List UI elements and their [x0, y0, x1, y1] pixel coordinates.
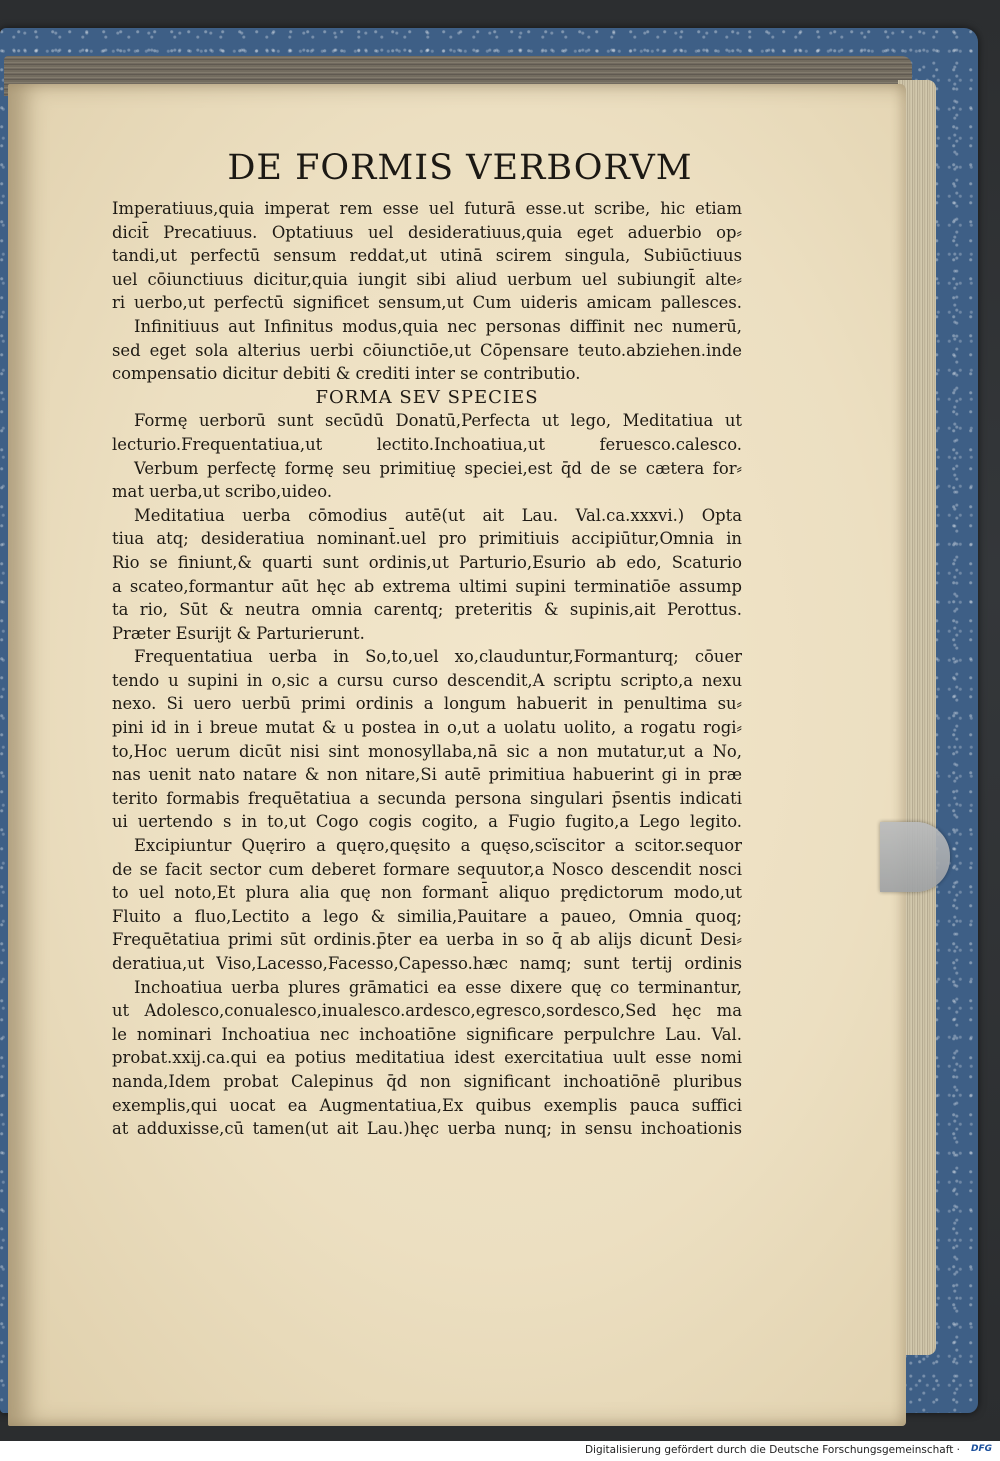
text-line: tiua atq; desideratiua nominant̄.uel pro primitiuis accipiūtur,Omnia in	[112, 529, 742, 549]
text-line: tandi,ut perfectū sensum reddat,ut utinā scirem singula, Subiūctiuus	[112, 246, 742, 266]
text-line: ri uerbo,ut perfectū significet sensum,ut Cum uideris amicam pallesces.	[112, 293, 742, 313]
text-line: ta rio, Sūt & neutra omnia carentq; preteritis & supinis,ait Perottus.	[112, 600, 742, 620]
text-line: nexo. Si uero uerbū primi ordinis a longum habuerit in penultima su⸗	[112, 694, 742, 714]
text-line: dicit̄ Precatiuus. Optatiuus uel desideratiuus,quia eget aduerbio op⸗	[112, 222, 742, 242]
text-line: tendo u supini in o,sic a cursu curso descendit,A scriptu scripto,a nexu	[112, 670, 742, 690]
text-line: Rio se finiunt,& quarti sunt ordinis,ut Parturio,Esurio ab edo, Scaturio	[112, 552, 742, 572]
text-line: Præter Esurijt & Parturierunt.	[112, 623, 365, 643]
text-line: sed eget sola alterius uerbi cōiunctiōe,ut Cōpensare teuto.abziehen.inde	[112, 340, 742, 360]
text-line: Fluito a fluo,Lectito a lego & similia,Pauitare a paueo, Omnia quoq;	[112, 906, 742, 926]
dfg-logo: DFG	[970, 1444, 992, 1454]
text-line: mat uerba,ut scribo,uideo.	[112, 482, 333, 502]
text-line: Frequētatiua primi sūt ordinis.p̄ter ea uerba in so q̄ ab alijs dicunt̄ Desi⸗	[112, 930, 742, 950]
text-line: Formę uerborū sunt secūdū Donatū,Perfecta ut lego, Meditatiua ut	[134, 411, 742, 431]
text-line: Inchoatiua uerba plures grāmatici ea esse dixere quę co terminantur,	[134, 977, 742, 997]
text-line: a scateo,formantur aūt hęc ab extrema ultimi supini terminatiōe assump	[112, 576, 742, 596]
text-line: ut Adolesco,conualesco,inualesco.ardesco,egresco,sordesco,Sed hęc ma	[112, 1001, 742, 1021]
text-line: pini id in i breue mutat & u postea in o,ut a uolatu uolito, a rogatu rogi⸗	[112, 718, 742, 738]
text-line: to uel noto,Et plura alia quę non formant̄ aliquo prędictorum modo,ut	[112, 883, 742, 903]
footer-credit: Digitalisierung gefördert durch die Deutsche Forschungsgemeinschaft ·	[584, 1444, 960, 1456]
page-clip	[880, 822, 950, 892]
text-line: to,Hoc uerum dicūt nisi sint monosyllaba,nā sic a non mutatur,ut a No,	[112, 741, 742, 761]
text-line: probat.xxij.ca.qui ea potius meditatiua idest exercitatiua uult esse nomi	[112, 1048, 742, 1068]
text-line: de se facit sector cum deberet formare sequutor,a Nosco descendit nosci	[112, 859, 742, 879]
text-line: at adduxisse,cū tamen(ut ait Lau.)hęc uerba nunq; in sensu inchoationis	[112, 1119, 742, 1139]
section-heading: FORMA SEV SPECIES	[315, 386, 539, 408]
text-line: deratiua,ut Viso,Lacesso,Facesso,Capesso.hæc namq; sunt tertij ordinis	[112, 954, 742, 973]
text-line: nanda,Idem probat Calepinus q̄d non significant inchoatiōnē pluribus	[112, 1071, 742, 1091]
text-line: lecturio.Frequentatiua,ut lectito.Inchoatiua,ut feruesco.calesco.	[112, 434, 742, 454]
text-line: le nominari Inchoatiua nec inchoatiōne significare perpulchre Lau. Val.	[112, 1024, 742, 1044]
text-line: Frequentatiua uerba in So,to,uel xo,clauduntur,Formanturq; cōuer	[134, 647, 742, 667]
text-line: ui uertendo s in to,ut Cogo cogis cogito, a Fugio fugito,a Lego legito.	[112, 812, 742, 832]
text-line: exemplis,qui uocat ea Augmentatiua,Ex quibus exemplis pauca suffici	[112, 1095, 742, 1115]
text-line: compensatio dicitur debiti & crediti inter se contributio.	[112, 364, 581, 384]
text-line: uel cōiunctiuus dicitur,quia iungit sibi aliud uerbum uel subiungit̄ alte⸗	[112, 269, 742, 289]
text-line: Infinitiuus aut Infinitus modus,quia nec personas diffinit nec numerū,	[134, 316, 742, 336]
text-line: Meditatiua uerba cōmodius autē(ut ait Lau. Val.ca.xxxvi.) Opta	[134, 505, 742, 525]
text-line: Verbum perfectę formę seu primitiuę speciei,est q̄d de se cætera for⸗	[134, 458, 742, 478]
text-line: nas uenit nato natare & non nitare,Si autē primitiua habuerint gi in præ	[112, 765, 742, 785]
text-line: Imperatiuus,quia imperat rem esse uel futurā esse.ut scribe, hic etiam	[112, 199, 742, 218]
text-line: Excipiuntur Quęriro a quęro,quęsito a quęso,scïscitor a scitor.sequor	[134, 836, 742, 856]
text-block	[112, 197, 742, 1141]
text-line: terito formabis frequētatiua a secunda persona singulari p̄sentis indicati	[112, 788, 742, 808]
page-title: DE FORMIS VERBORVM	[227, 148, 693, 188]
